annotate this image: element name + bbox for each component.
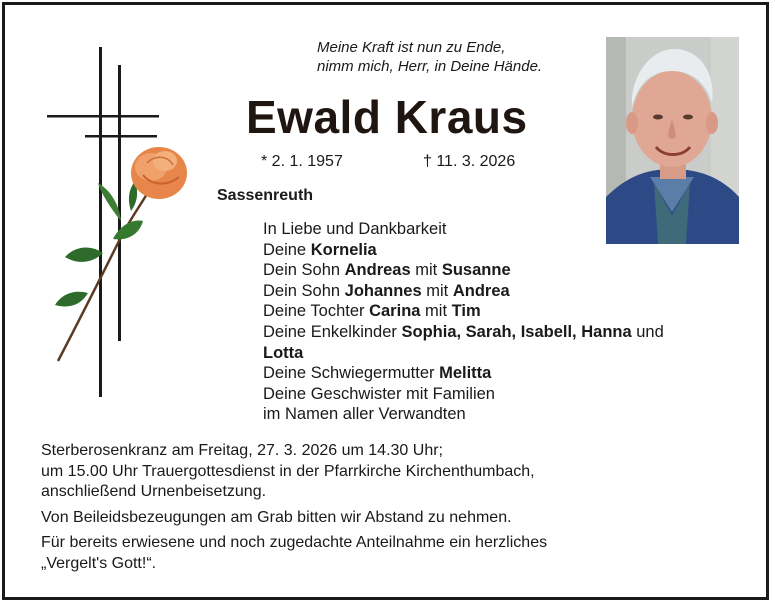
rose-icon (131, 147, 187, 199)
mourner-name: Andrea (452, 281, 510, 300)
motto (317, 38, 542, 76)
birth-date: * 2. 1. 1957 (261, 153, 343, 170)
mourner-relation: Deine Geschwister mit Familien (263, 384, 495, 403)
mourner-relation: und (631, 322, 664, 341)
mourner-name: Lotta (263, 343, 304, 362)
thanks-line: „Vergelt's Gott!“. (41, 554, 157, 572)
service-line: anschließend Urnenbeisetzung. (41, 483, 267, 500)
mourner-line (263, 281, 743, 302)
motto-line: nimm mich, Herr, in Deine Hände. (317, 58, 543, 75)
motto-line: Meine Kraft ist nun zu Ende, (317, 39, 506, 56)
service-line: um 15.00 Uhr Trauergottesdienst in der Pfarrkirche Kirchenthumbach, (41, 462, 535, 480)
hometown: Sassenreuth (217, 187, 314, 204)
mourner-line (263, 343, 743, 364)
mourner-line (263, 363, 743, 384)
mourner-relation: Dein Sohn (263, 281, 345, 300)
mourner-line (263, 384, 743, 405)
mourner-name: Kornelia (310, 240, 377, 259)
mourner-relation: mit (410, 261, 442, 280)
mourner-name: Johannes (344, 281, 422, 300)
mourner-relation: mit (421, 281, 453, 300)
service-details (41, 441, 741, 503)
mourner-relation: im Namen aller Verwandten (263, 405, 466, 424)
mourner-relation: Deine Enkelkinder (263, 322, 402, 341)
mourner-name: Carina (369, 302, 421, 321)
deceased-name: Ewald Kraus (246, 91, 528, 143)
mourner-relation: Deine Schwiegermutter (263, 364, 440, 383)
mourner-line (263, 301, 743, 322)
death-date: † 11. 3. 2026 (423, 153, 516, 170)
mourner-name: Andreas (344, 261, 411, 280)
mourner-line (263, 322, 743, 343)
obituary-notice (2, 2, 769, 600)
portrait-photo (606, 37, 739, 244)
mourner-name: Susanne (441, 261, 511, 280)
condolence-request: Von Beileidsbezeugungen am Grab bitten wir Abstand zu nehmen. (41, 508, 512, 526)
mourner-line (263, 404, 743, 425)
mourner-name: Melitta (439, 364, 492, 383)
mourner-relation: Dein Sohn (263, 261, 345, 280)
mourner-name: Tim (451, 302, 481, 321)
mourner-name: Sophia, Sarah, Isabell, Hanna (401, 322, 632, 341)
mourners-list (263, 219, 743, 425)
thanks-note (41, 533, 741, 574)
service-line: Sterberosenkranz am Freitag, 27. 3. 2026 um 14.30 Uhr; (41, 442, 443, 459)
cross-with-rose-icon (43, 43, 203, 403)
mourner-relation: Deine (263, 240, 311, 259)
mourner-relation: Deine Tochter (263, 302, 370, 321)
mourner-relation: mit (420, 302, 452, 321)
mourner-line (263, 260, 743, 281)
thanks-line: Für bereits erwiesene und noch zugedachte Anteilnahme ein herzliches (41, 534, 548, 551)
service-info (41, 441, 741, 579)
mourner-relation: In Liebe und Dankbarkeit (263, 220, 447, 238)
